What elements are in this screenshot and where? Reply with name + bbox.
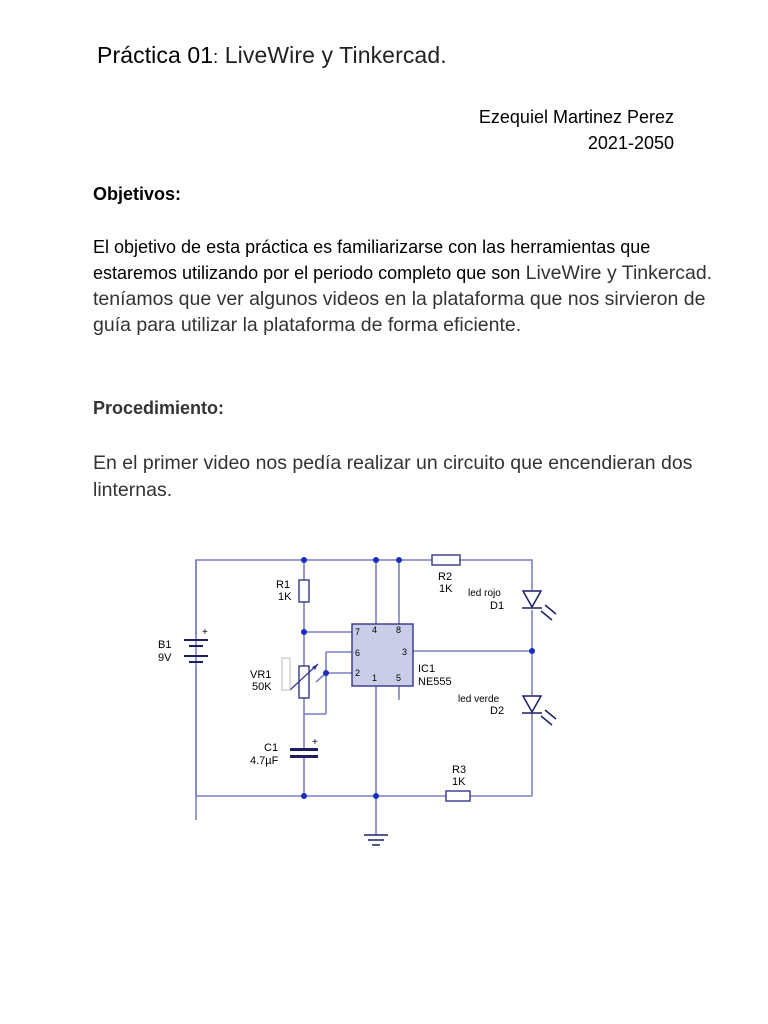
circuit-diagram [140,540,580,860]
procedimiento-paragraph: En el primer video nos pedía realizar un circuito que encendieran dos linternas. [93,452,693,501]
d2-desc: led verde [458,694,500,705]
led-d2 [522,696,556,725]
r2-name: R2 [438,571,453,583]
capacitor-c1 [290,748,318,751]
ic-name: IC1 [418,663,436,675]
title-separator: : [213,47,219,67]
pin8-label: 8 [396,625,402,635]
led-d1 [522,591,556,620]
pin1-label: 1 [372,673,378,683]
objetivos-text-b: LiveWire y Tinkercad. teníamos que ver algunos videos en la plataforma que nos sirvieron de guía para utilizar la plataforma de forma eficiente. [93,262,713,336]
pin4-label: 4 [372,625,378,635]
d1-desc: led rojo [468,588,501,599]
vr1-value: 50K [252,681,272,693]
objetivos-heading: Objetivos: [93,184,182,204]
r1-value: 1K [278,591,292,603]
d1-name: D1 [490,600,505,612]
r1-name: R1 [276,579,291,591]
ic-value: NE555 [418,676,452,688]
potentiometer-vr1 [299,666,309,698]
r3-name: R3 [452,764,467,776]
author-name: Ezequiel Martinez Perez [478,107,674,127]
b1-plus: + [202,627,208,638]
b1-value: 9V [158,652,172,664]
pin6-label: 6 [355,648,361,658]
pin7-label: 7 [355,627,361,637]
resistor-r2 [432,555,460,565]
vr1-name: VR1 [250,669,272,681]
author-block [479,104,674,156]
page-title [97,42,447,69]
c1-value: 4.7µF [250,755,279,767]
author-id: 2021-2050 [587,133,674,153]
pin3-label: 3 [402,647,408,657]
objetivos-text-a: El objetivo de esta práctica es familiarizarse con las herramientas que estaremos utilizando por el periodo completo que son [93,237,651,283]
ground-symbol [364,835,388,845]
b1-name: B1 [158,639,172,651]
resistor-r1 [299,580,309,602]
objetivos-paragraph [93,234,713,338]
r2-value: 1K [439,583,453,595]
title-subject: LiveWire y Tinkercad. [218,42,447,68]
title-main: Práctica 01 [97,42,214,68]
d2-name: D2 [490,705,505,717]
procedimiento-heading: Procedimiento: [93,398,225,418]
pin2-label: 2 [355,668,361,678]
c1-name: C1 [264,742,279,754]
c1-plus: + [312,737,318,748]
r3-value: 1K [452,776,466,788]
pin5-label: 5 [396,673,402,683]
